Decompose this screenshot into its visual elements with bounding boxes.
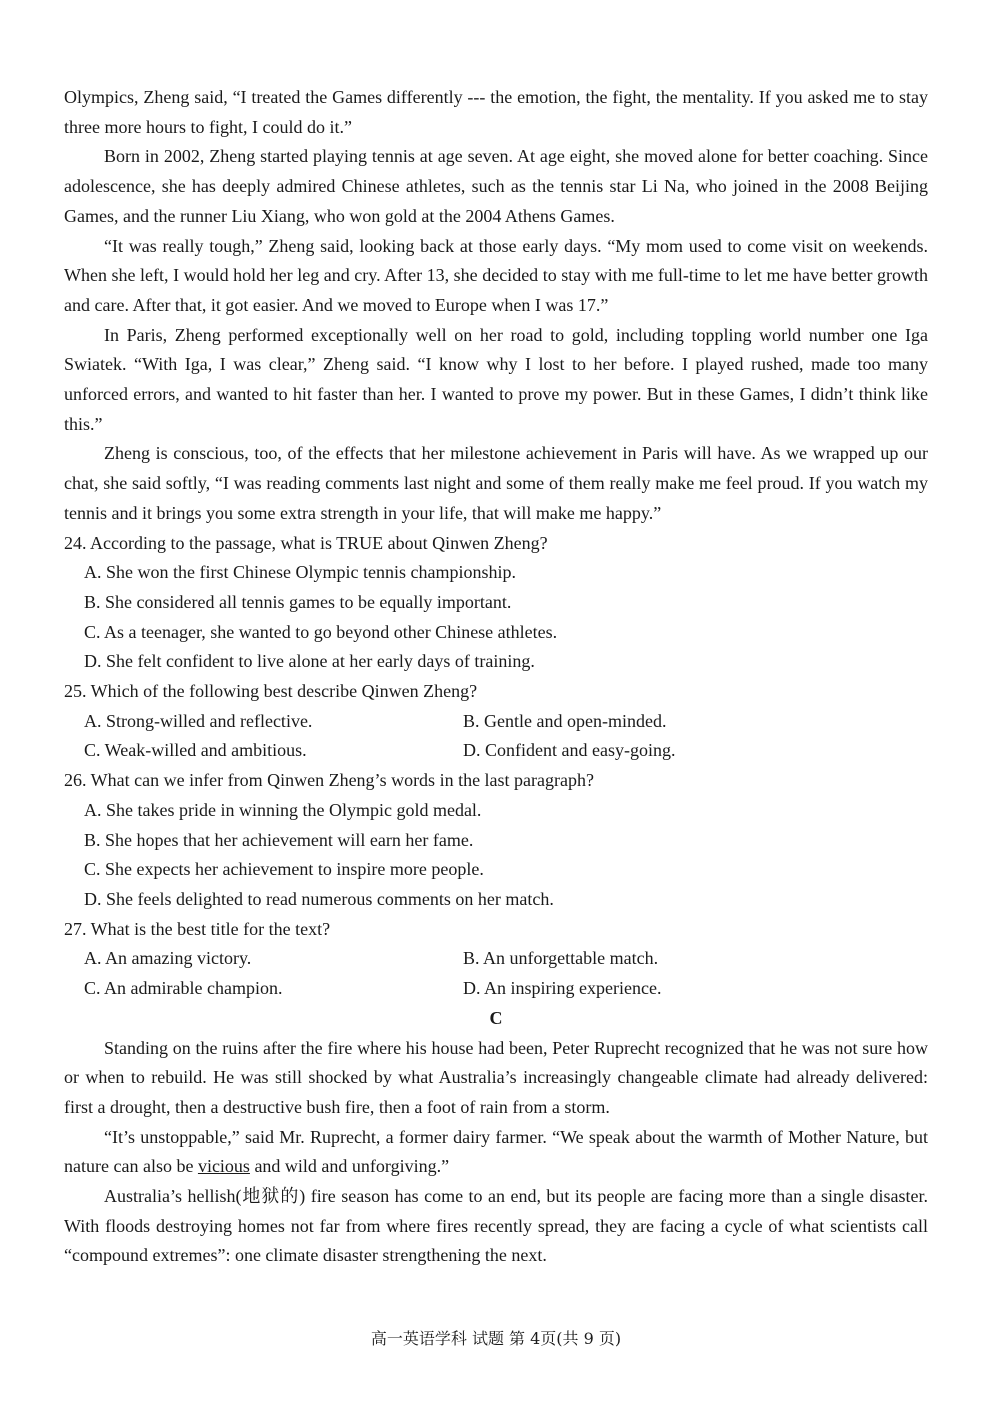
option: C. An admirable champion. [84,978,283,999]
options-grid [64,944,928,1003]
question-stem: 25. Which of the following best describe Qinwen Zheng? [64,681,478,702]
option: B. Gentle and open-minded. [463,710,667,731]
exam-page [64,83,928,1271]
question-stem: 26. What can we infer from Qinwen Zheng’s words in the last paragraph? [64,770,594,791]
page-footer: 高一英语学科 试题 第 4页(共 9 页) [370,1329,622,1348]
section-heading: C [489,1007,503,1028]
option: A. She won the first Chinese Olympic tennis championship. [84,562,516,583]
question-stem: 27. What is the best title for the text? [64,918,331,939]
paragraph: Standing on the ruins after the fire where his house had been, Peter Ruprecht recognized that he was not sure how or when to rebuild. He was still shocked by what Australia’s increasingly changeable climate had already delivered: first a drought, then a destructive bush fire, then a foot of rain from a storm. [64,1037,928,1117]
option: C. She expects her achievement to inspire more people. [84,859,484,880]
option: D. Confident and easy-going. [463,740,676,761]
paragraph-text: “It’s unstoppable,” said Mr. Ruprecht, a former dairy farmer. “We speak about the warmth of Mother Nature, but nature can also be [64,1126,928,1177]
option: A. Strong-willed and reflective. [84,710,313,731]
paragraph-text: and wild and unforgiving.” [249,1156,450,1177]
option: C. Weak-willed and ambitious. [84,740,307,761]
option: B. An unforgettable match. [463,948,659,969]
option: D. She felt confident to live alone at her early days of training. [84,651,535,672]
option: A. She takes pride in winning the Olympic gold medal. [84,799,482,820]
paragraph: Olympics, Zheng said, “I treated the Games differently --- the emotion, the fight, the mentality. If you asked me to stay three more hours to fight, I could do it.” [64,87,928,137]
options-grid [64,707,928,766]
underlined-word: vicious [197,1156,250,1177]
paragraph: Zheng is conscious, too, of the effects that her milestone achievement in Paris will have. As we wrapped up our chat, she said softly, “I was reading comments last night and some of them really make me feel proud. If you watch my tennis and it brings you some extra strength in your life, that will make me happy.” [64,443,928,523]
question-24 [64,529,928,678]
paragraph: “It was really tough,” Zheng said, looking back at those early days. “My mom used to come visit on weekends. When she left, I would hold her leg and cry. After 13, she decided to stay with me full-time to let me have better growth and care. After that, it got easier. And we moved to Europe when I was 17.” [64,235,928,315]
option: A. An amazing victory. [84,948,252,969]
question-25 [64,677,928,766]
paragraph: Australia’s hellish(地狱的) fire season has come to an end, but its people are facing more than a single disaster. With floods destroying homes not far from where fires recently spread, they are facing a cycle of what scientists call “compound extremes”: one climate disaster strengthening the next. [64,1186,928,1266]
question-stem: 24. According to the passage, what is TRUE about Qinwen Zheng? [64,532,548,553]
question-27 [64,915,928,1004]
paragraph [64,1123,928,1182]
question-26 [64,766,928,915]
option: D. An inspiring experience. [463,978,662,999]
paragraph: In Paris, Zheng performed exceptionally well on her road to gold, including toppling world number one Iga Swiatek. “With Iga, I was clear,” Zheng said. “I know why I lost to her before. I played rushed, made too many unforced errors, and wanted to hit faster than her. I wanted to prove my power. But in these Games, I didn’t think like this.” [64,324,928,434]
option: B. She hopes that her achievement will earn her fame. [84,829,474,850]
paragraph: Born in 2002, Zheng started playing tennis at age seven. At age eight, she moved alone for better coaching. Since adolescence, she has deeply admired Chinese athletes, such as the tennis star Li Na, who joined in the 2008 Beijing Games, and the runner Liu Xiang, who won gold at the 2004 Athens Games. [64,146,928,226]
option: D. She feels delighted to read numerous comments on her match. [84,888,554,909]
option: B. She considered all tennis games to be equally important. [84,591,512,612]
option: C. As a teenager, she wanted to go beyond other Chinese athletes. [84,621,558,642]
